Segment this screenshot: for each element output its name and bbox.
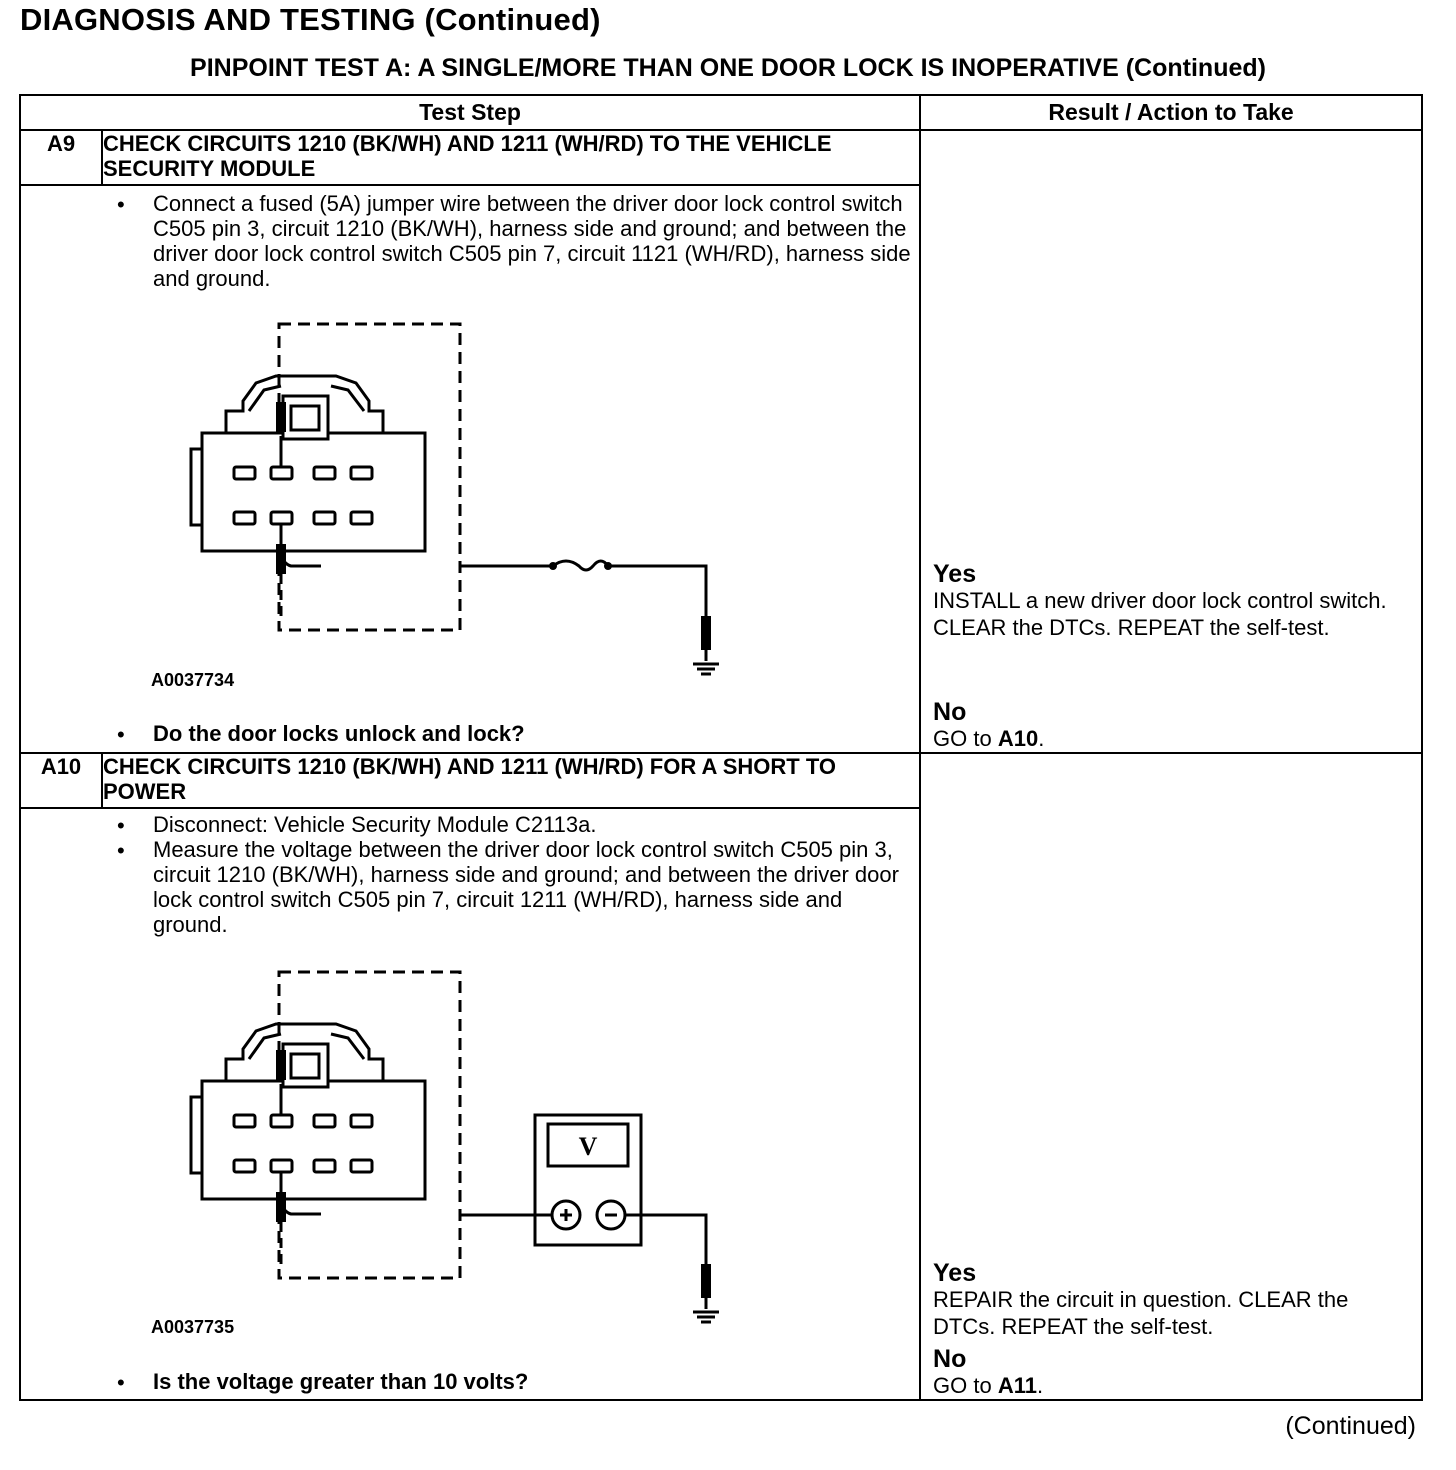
column-header-test-step: Test Step	[20, 95, 920, 130]
result-cell	[920, 130, 1422, 753]
probe-tip-bottom	[276, 1192, 286, 1222]
step-body-a10	[20, 808, 920, 1400]
continued-note: (Continued)	[1285, 1412, 1416, 1440]
probe-tip-top	[276, 1050, 286, 1080]
step-question: Do the door locks unlock and lock?	[153, 721, 525, 746]
yes-label: Yes	[933, 560, 977, 588]
yes-action: INSTALL a new driver door lock control switch. CLEAR the DTCs. REPEAT the self-test.	[933, 588, 1387, 640]
probe-tip-bottom	[276, 544, 286, 574]
test-step-table	[19, 94, 1423, 1401]
ground-probe	[701, 1264, 711, 1298]
pinpoint-test-title: PINPOINT TEST A: A SINGLE/MORE THAN ONE DOOR LOCK IS INOPERATIVE (Continued)	[190, 54, 1266, 82]
step-body-a9	[20, 185, 920, 753]
no-target-step[interactable]: A11	[997, 1373, 1037, 1398]
yes-action: REPAIR the circuit in question. CLEAR the DTCs. REPEAT the self-test.	[933, 1287, 1349, 1339]
bullet-marker: •	[117, 838, 125, 863]
result-no: No GO to A11.	[933, 1346, 1413, 1399]
connector-body	[202, 1081, 425, 1199]
no-prefix: GO to	[933, 726, 992, 751]
instruction-text: Measure the voltage between the driver door lock control switch C505 pin 3, circuit 1210 (BK/WH), harness side and ground; and between the driver door lock control switch C505 pin 7, circuit 1211 (WH/RD), harness side and ground.	[153, 837, 899, 937]
result-no: No GO to A10.	[933, 699, 1413, 752]
probe-tip-top	[276, 402, 286, 432]
step-row-a10	[20, 753, 1422, 808]
yes-label: Yes	[933, 1259, 977, 1287]
no-label: No	[933, 1345, 967, 1373]
bullet-marker: •	[117, 1370, 125, 1395]
fuse-symbol	[553, 561, 608, 570]
column-header-result: Result / Action to Take	[920, 95, 1422, 130]
step-id: A10	[20, 753, 102, 808]
step-title: CHECK CIRCUITS 1210 (BK/WH) AND 1211 (WH/RD) FOR A SHORT TO POWER	[102, 753, 920, 808]
step-id: A9	[20, 130, 102, 185]
voltmeter-label: V	[578, 1132, 598, 1161]
ground-probe	[701, 616, 711, 650]
step-row-a9	[20, 130, 1422, 185]
no-prefix: GO to	[933, 1373, 992, 1398]
figure-reference: A0037735	[151, 1317, 235, 1337]
instruction-text: Connect a fused (5A) jumper wire between the driver door lock control switch C505 pin 3, circuit 1210 (BK/WH), harness side and ground; and between the driver door lock control switch C505 pin 7, circuit 1121 (WH/RD), harness side and ground.	[153, 191, 911, 291]
bullet-marker: •	[117, 192, 125, 217]
no-target-step[interactable]: A10	[997, 726, 1039, 751]
instruction-text: Disconnect: Vehicle Security Module C2113a.	[153, 812, 597, 837]
step-question: Is the voltage greater than 10 volts?	[153, 1369, 529, 1394]
voltmeter-diagram	[21, 964, 921, 1344]
bullet-marker: •	[117, 722, 125, 747]
connector-jumper-diagram	[21, 316, 921, 696]
bullet-marker: •	[117, 813, 125, 838]
step-title: CHECK CIRCUITS 1210 (BK/WH) AND 1211 (WH/RD) TO THE VEHICLE SECURITY MODULE	[102, 130, 920, 185]
result-yes	[933, 561, 1413, 641]
figure-reference: A0037734	[151, 670, 235, 690]
result-cell	[920, 753, 1422, 1400]
no-label: No	[933, 698, 967, 726]
result-yes	[933, 1260, 1413, 1340]
connector-body	[202, 433, 425, 551]
meter-lead-negative	[625, 1215, 706, 1269]
page-title: DIAGNOSIS AND TESTING (Continued)	[20, 2, 601, 37]
